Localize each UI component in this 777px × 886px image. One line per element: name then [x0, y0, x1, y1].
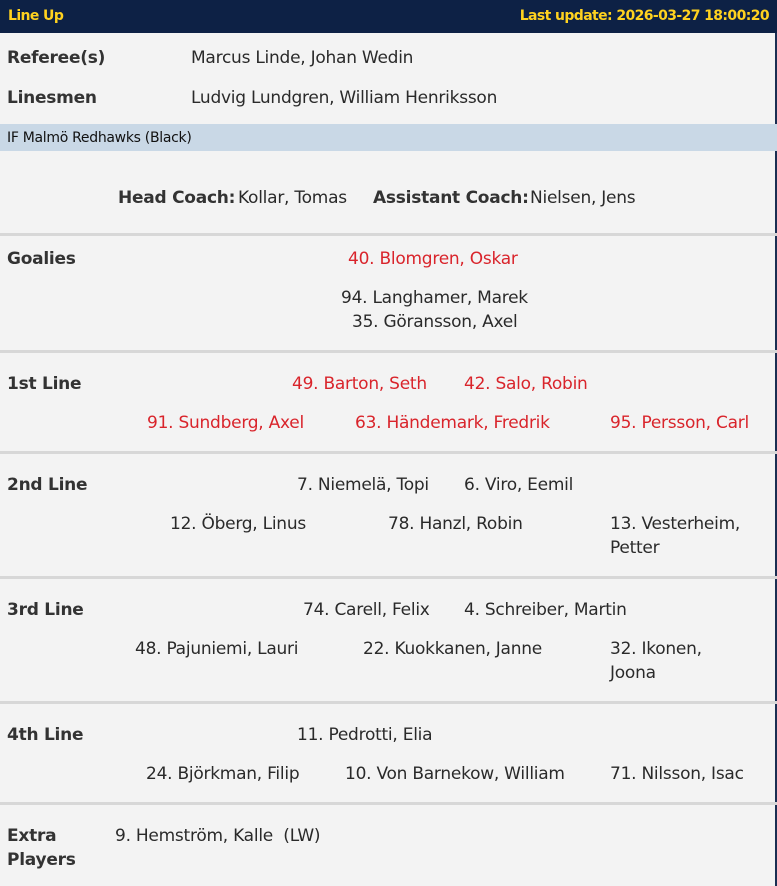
line1-forward-1[interactable]: 91. Sundberg, Axel	[147, 413, 304, 433]
line1-forward-3[interactable]: 95. Persson, Carl	[610, 413, 749, 433]
line4-label: 4th Line	[7, 725, 84, 745]
linesmen-label: Linesmen	[7, 88, 97, 108]
line2-forward-3[interactable]: 13. Vesterheim, Petter	[610, 514, 741, 558]
line2-forward-2[interactable]: 78. Hanzl, Robin	[388, 514, 523, 534]
line4-defense-1[interactable]: 11. Pedrotti, Elia	[297, 725, 433, 745]
assistant-coach-name: Nielsen, Jens	[530, 188, 636, 208]
line3-forward-2[interactable]: 22. Kuokkanen, Janne	[363, 639, 542, 659]
goalie-backup-2[interactable]: 35. Göransson, Axel	[352, 312, 518, 332]
last-update: Last update: 2026-03-27 18:00:20	[519, 8, 769, 24]
line4-forward-2[interactable]: 10. Von Barnekow, William	[345, 764, 565, 784]
line4-forward-3[interactable]: 71. Nilsson, Isac	[610, 764, 744, 784]
line3-forward-3[interactable]: 32. Ikonen, Joona	[610, 639, 702, 683]
head-coach-name: Kollar, Tomas	[238, 188, 347, 208]
line3-label: 3rd Line	[7, 600, 84, 620]
linesmen-names: Ludvig Lundgren, William Henriksson	[191, 88, 498, 108]
referee-label: Referee(s)	[7, 48, 106, 68]
divider	[0, 350, 777, 353]
line2-defense-1[interactable]: 7. Niemelä, Topi	[297, 475, 429, 495]
line2-label: 2nd Line	[7, 475, 88, 495]
extra-player[interactable]: 9. Hemström, Kalle (LW)	[115, 826, 321, 846]
goalie-backup-1[interactable]: 94. Langhamer, Marek	[341, 288, 528, 308]
goalie-starter[interactable]: 40. Blomgren, Oskar	[348, 249, 518, 269]
divider	[0, 233, 777, 236]
lineup-title: Line Up	[8, 8, 64, 24]
line3-defense-1[interactable]: 74. Carell, Felix	[303, 600, 430, 620]
divider	[0, 802, 777, 805]
divider	[0, 451, 777, 454]
line2-forward-1[interactable]: 12. Öberg, Linus	[170, 514, 306, 534]
line3-forward-1[interactable]: 48. Pajuniemi, Lauri	[135, 639, 299, 659]
line3-defense-2[interactable]: 4. Schreiber, Martin	[464, 600, 627, 620]
divider	[0, 576, 777, 579]
extra-players-label: Extra Players	[7, 826, 76, 870]
head-coach-label: Head Coach:	[118, 188, 236, 208]
line4-forward-1[interactable]: 24. Björkman, Filip	[146, 764, 300, 784]
goalies-label: Goalies	[7, 249, 76, 269]
team-name: IF Malmö Redhawks (Black)	[7, 130, 192, 146]
line1-defense-2[interactable]: 42. Salo, Robin	[464, 374, 588, 394]
team-bar	[0, 124, 777, 151]
lineup-header	[0, 0, 777, 33]
line1-forward-2[interactable]: 63. Händemark, Fredrik	[355, 413, 550, 433]
line2-defense-2[interactable]: 6. Viro, Eemil	[464, 475, 574, 495]
line1-defense-1[interactable]: 49. Barton, Seth	[292, 374, 427, 394]
divider	[0, 701, 777, 704]
referee-names: Marcus Linde, Johan Wedin	[191, 48, 414, 68]
line1-label: 1st Line	[7, 374, 82, 394]
assistant-coach-label: Assistant Coach:	[373, 188, 529, 208]
